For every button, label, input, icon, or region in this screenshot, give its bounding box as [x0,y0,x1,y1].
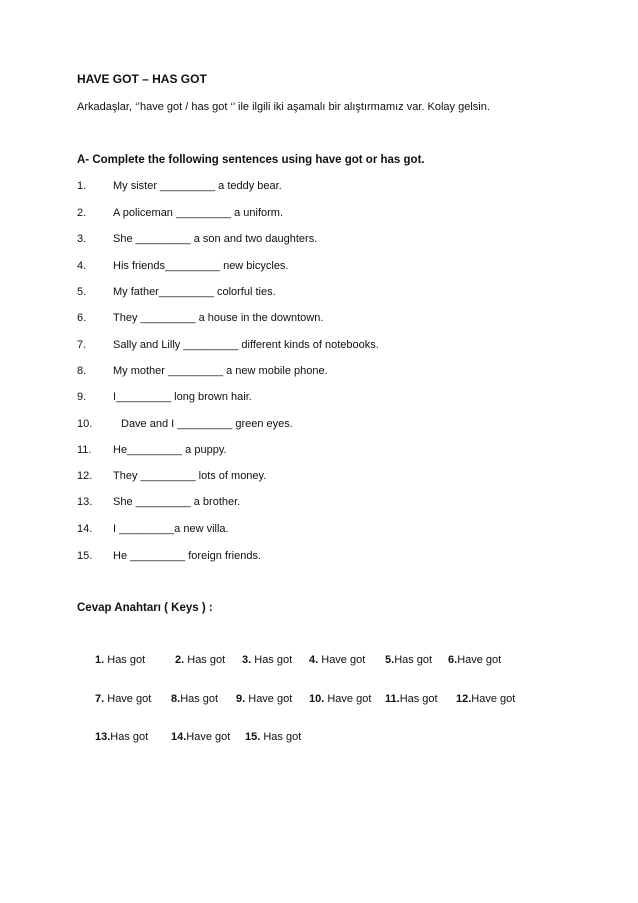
page-title: HAVE GOT – HAS GOT [77,72,207,86]
item-sentence: A policeman _________ a uniform. [113,207,284,219]
item-sentence: My father_________ colorful ties. [113,286,276,298]
intro-text: Arkadaşlar, ‘’have got / has got ‘’ ile ilgili iki aşamalı bir alıştırmamız var. Kolay gelsin. [77,101,490,113]
item-sentence: He _________ foreign friends. [113,550,261,562]
item-sentence: I_________ long brown hair. [113,391,252,403]
key-entry: 14.Have got [171,731,231,743]
item-number: 7. [77,339,87,351]
key-entry: 6.Have got [448,654,502,666]
key-entry: 2. Has got [175,654,226,666]
key-entry: 11.Has got [385,693,438,705]
item-number: 9. [77,391,87,403]
item-number: 6. [77,312,87,324]
key-entry: 10. Have got [309,693,372,705]
key-entry: 15. Has got [245,731,302,743]
item-number: 5. [77,286,87,298]
item-sentence: Dave and I _________ green eyes. [121,418,293,430]
item-sentence: She _________ a son and two daughters. [113,233,318,245]
item-number: 4. [77,260,87,272]
key-entry: 7. Have got [95,693,152,705]
item-number: 13. [77,496,93,508]
item-sentence: She _________ a brother. [113,496,241,508]
item-sentence: They _________ a house in the downtown. [113,312,324,324]
item-sentence: He_________ a puppy. [113,444,227,456]
item-number: 1. [77,180,87,192]
item-number: 10. [77,418,93,430]
item-number: 15. [77,550,93,562]
section-a-heading: A- Complete the following sentences using have got or has got. [77,154,425,166]
item-sentence: His friends_________ new bicycles. [113,260,289,272]
key-entry: 13.Has got [95,731,149,743]
key-entry: 8.Has got [171,693,219,705]
item-sentence: My mother _________ a new mobile phone. [113,365,328,377]
item-sentence: I _________a new villa. [113,523,229,535]
answer-key-heading: Cevap Anahtarı ( Keys ) : [77,602,213,614]
key-entry: 1. Has got [95,654,146,666]
item-number: 11. [77,444,92,456]
item-sentence: My sister _________ a teddy bear. [113,180,282,192]
key-entry: 5.Has got [385,654,433,666]
item-sentence: Sally and Lilly _________ different kinds of notebooks. [113,339,379,351]
item-number: 14. [77,523,93,535]
key-entry: 9. Have got [236,693,293,705]
key-entry: 12.Have got [456,693,516,705]
key-entry: 3. Has got [242,654,293,666]
item-number: 3. [77,233,87,245]
key-entry: 4. Have got [309,654,366,666]
item-number: 2. [77,207,87,219]
item-number: 8. [77,365,87,377]
item-sentence: They _________ lots of money. [113,470,267,482]
item-number: 12. [77,470,93,482]
